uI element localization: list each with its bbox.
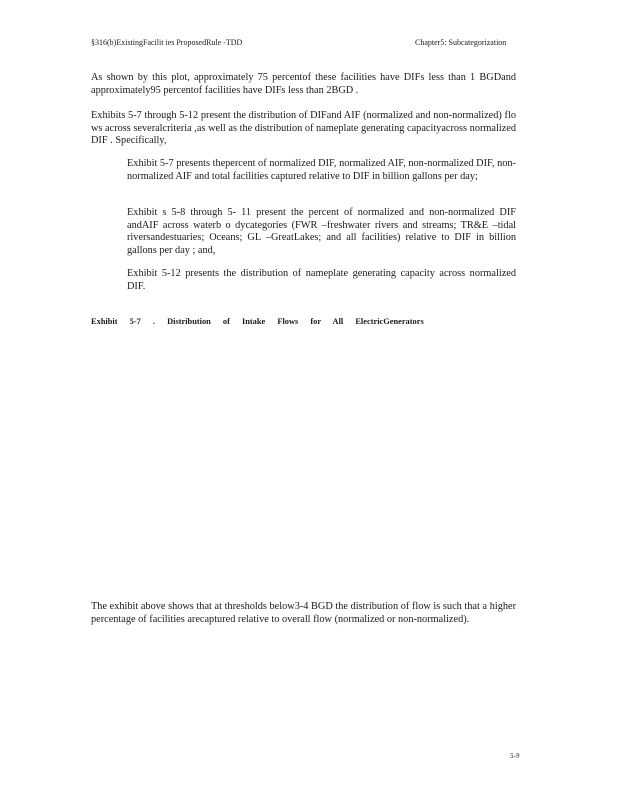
paragraph-exhibits-intro: Exhibits 5-7 through 5-12 present the distribution of DIFand AIF (normalized and non-normalized) flo ws across severalcriteria ,as well as the distribution of nameplate generating capacityacross normalized DIF . Specifically, [91, 110, 516, 147]
page-number: 5-9 [510, 752, 520, 760]
bullet-text: Exhibit 5-12 presents the distribution of nameplate generating capacity across normalized DIF. [127, 268, 516, 292]
bullet-list-3 [109, 268, 516, 293]
bullet-text: Exhibit 5-7 presents thepercent of normalized DIF, normalized AIF, non-normalized DIF, non- normalized AIF and total facilities captured relative to DIF in billion gallons per day; [127, 158, 516, 182]
paragraph-exhibit-discussion: The exhibit above shows that at thresholds below3-4 BGD the distribution of flow is such that a higher percentage of facilities arecaptured relative to overall flow (normalized or non-normalized). [91, 601, 516, 625]
list-item [109, 158, 516, 183]
list-item [109, 268, 516, 293]
exhibit-figure-placeholder [91, 332, 516, 594]
exhibit-title: Exhibit 5-7 . Distribution of Intake Flows for All ElectricGenerators [91, 317, 424, 326]
bullet-list-2 [109, 207, 516, 257]
bullet-text: Exhibit s 5-8 through 5- 11 present the percent of normalized and non-normalized DIF andAIF across waterb o dycategories (FWR –freshwater rivers and streams; TR&E –tidal riversandestuaries; Oceans; GL –GreatLakes; and all facilities) relative to DIF in billion gallons per day ; and, [127, 207, 516, 256]
bullet-list-1 [109, 158, 516, 183]
list-item [109, 207, 516, 257]
running-header-right: Chapter5: Subcategorization [415, 38, 507, 47]
running-header-left: §316(b)ExistingFacilit ies ProposedRule -TDD [91, 38, 243, 47]
paragraph-plot-summary: As shown by this plot, approximately 75 percentof these facilities have DIFs less than 1 BGDand approximately95 percentof facilities have DIFs less than 2BGD . [91, 72, 516, 96]
